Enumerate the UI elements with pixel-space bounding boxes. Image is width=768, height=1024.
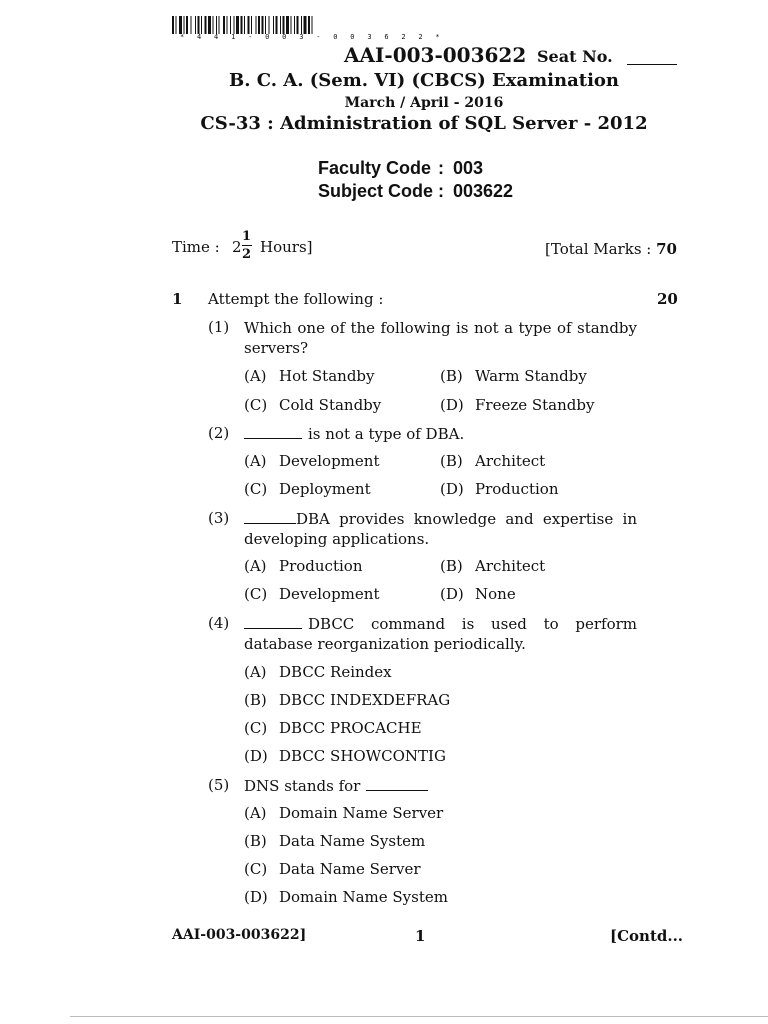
sub-question-number: (4) <box>208 614 230 632</box>
sub-question-text-body: DBCC command is used to perform database reorganization periodically. <box>244 615 637 653</box>
sub-question-number: (3) <box>208 509 230 527</box>
exam-title: B. C. A. (Sem. VI) (CBCS) Examination <box>229 70 619 91</box>
option-text: DBCC SHOWCONTIG <box>279 747 446 765</box>
page-number: 1 <box>415 927 426 945</box>
option-item <box>244 719 422 737</box>
sub-question-text-body: is not a type of DBA. <box>308 425 465 443</box>
subject-code-colon: : <box>438 181 444 201</box>
option-item <box>244 480 371 498</box>
option-text: DBCC PROCACHE <box>279 719 422 737</box>
option-item <box>244 396 381 414</box>
option-item <box>244 860 421 878</box>
option-text: Development <box>279 585 380 603</box>
option-item <box>440 396 594 414</box>
sub-question-number: (1) <box>208 318 230 336</box>
seat-number-label: Seat No. <box>537 47 613 66</box>
answer-blank <box>244 628 302 629</box>
option-text: Domain Name System <box>279 888 448 906</box>
option-item <box>440 480 558 498</box>
option-letter: (B) <box>440 452 463 470</box>
sub-question-text: Which one of the following is not a type of standby servers? <box>244 319 637 357</box>
faculty-code-label: Faculty Code <box>318 158 432 178</box>
option-letter: (A) <box>244 804 267 822</box>
option-letter: (C) <box>244 860 268 878</box>
faculty-code-value: 003 <box>453 158 484 178</box>
option-item <box>440 557 545 575</box>
time-numerator: 1 <box>242 229 252 244</box>
option-item <box>244 747 446 765</box>
total-marks-value: 70 <box>656 240 677 258</box>
sub-question-text <box>244 509 637 549</box>
sub-question-text-body: DBA provides knowledge and expertise in developing applications. <box>244 510 637 548</box>
total-marks <box>545 240 677 258</box>
question-instruction: Attempt the following : <box>208 290 384 308</box>
option-letter: (D) <box>440 480 464 498</box>
option-text: Architect <box>475 452 546 470</box>
option-text: Production <box>475 480 559 498</box>
subject-code-label: Subject Code <box>318 181 434 201</box>
option-letter: (D) <box>440 396 464 414</box>
sub-question-text <box>244 776 637 796</box>
continued-label: [Contd... <box>610 927 684 945</box>
option-letter: (C) <box>244 585 268 603</box>
option-letter: (C) <box>244 719 268 737</box>
option-letter: (B) <box>244 832 267 850</box>
option-item <box>244 585 379 603</box>
answer-blank <box>366 790 428 791</box>
sub-question-text-body: DNS stands for <box>244 777 361 795</box>
option-item <box>244 804 443 822</box>
sub-question-text <box>244 424 637 444</box>
option-letter: (A) <box>244 452 267 470</box>
option-item <box>440 585 516 603</box>
option-item <box>440 452 545 470</box>
option-text: Cold Standby <box>279 396 382 414</box>
option-letter: (B) <box>440 367 463 385</box>
option-text: Data Name Server <box>279 860 421 878</box>
option-item <box>244 452 379 470</box>
option-letter: (A) <box>244 663 267 681</box>
question-marks: 20 <box>657 290 678 308</box>
barcode-image <box>172 16 434 34</box>
page-bottom-rule <box>70 1016 768 1017</box>
sub-question-text <box>244 614 637 654</box>
answer-blank <box>244 438 302 439</box>
fraction-bar <box>242 245 252 246</box>
option-item <box>244 888 448 906</box>
option-item <box>244 691 450 709</box>
option-text: None <box>475 585 516 603</box>
option-letter: (D) <box>440 585 464 603</box>
footer-paper-code: AAI-003-003622] <box>172 927 307 943</box>
subject-code-value: 003622 <box>453 181 514 201</box>
option-letter: (B) <box>440 557 463 575</box>
exam-session: March / April - 2016 <box>344 95 504 111</box>
option-letter: (D) <box>244 747 268 765</box>
option-letter: (C) <box>244 480 268 498</box>
total-marks-label: [Total Marks : <box>545 240 652 258</box>
option-letter: (D) <box>244 888 268 906</box>
option-text: DBCC INDEXDEFRAG <box>279 691 451 709</box>
question-number: 1 <box>172 290 183 308</box>
time-unit: Hours] <box>260 238 313 256</box>
barcode-digits: * 4 4 1 - 0 0 3 - 0 0 3 6 2 2 * <box>180 33 444 41</box>
seat-number-blank <box>627 64 677 65</box>
option-text: Production <box>279 557 363 575</box>
option-text: Warm Standby <box>475 367 587 385</box>
faculty-code-colon: : <box>438 158 444 178</box>
option-text: Freeze Standby <box>475 396 595 414</box>
option-item <box>440 367 587 385</box>
sub-question-number: (2) <box>208 424 230 442</box>
option-text: Hot Standby <box>279 367 375 385</box>
time-denominator: 2 <box>242 247 252 262</box>
paper-code: AAI-003-003622 <box>344 43 527 67</box>
option-letter: (C) <box>244 396 268 414</box>
option-letter: (B) <box>244 691 267 709</box>
option-item <box>244 557 362 575</box>
option-text: Domain Name Server <box>279 804 444 822</box>
option-letter: (A) <box>244 557 267 575</box>
option-text: Development <box>279 452 380 470</box>
time-label: Time : <box>172 238 220 256</box>
subject-title: CS-33 : Administration of SQL Server - 2012 <box>200 113 648 134</box>
option-item <box>244 832 425 850</box>
option-text: DBCC Reindex <box>279 663 392 681</box>
option-letter: (A) <box>244 367 267 385</box>
answer-blank <box>244 523 296 524</box>
option-text: Architect <box>475 557 546 575</box>
option-text: Deployment <box>279 480 371 498</box>
time-whole: 2 <box>232 238 242 256</box>
option-text: Data Name System <box>279 832 426 850</box>
sub-question-number: (5) <box>208 776 230 794</box>
option-item <box>244 367 375 385</box>
option-item <box>244 663 392 681</box>
